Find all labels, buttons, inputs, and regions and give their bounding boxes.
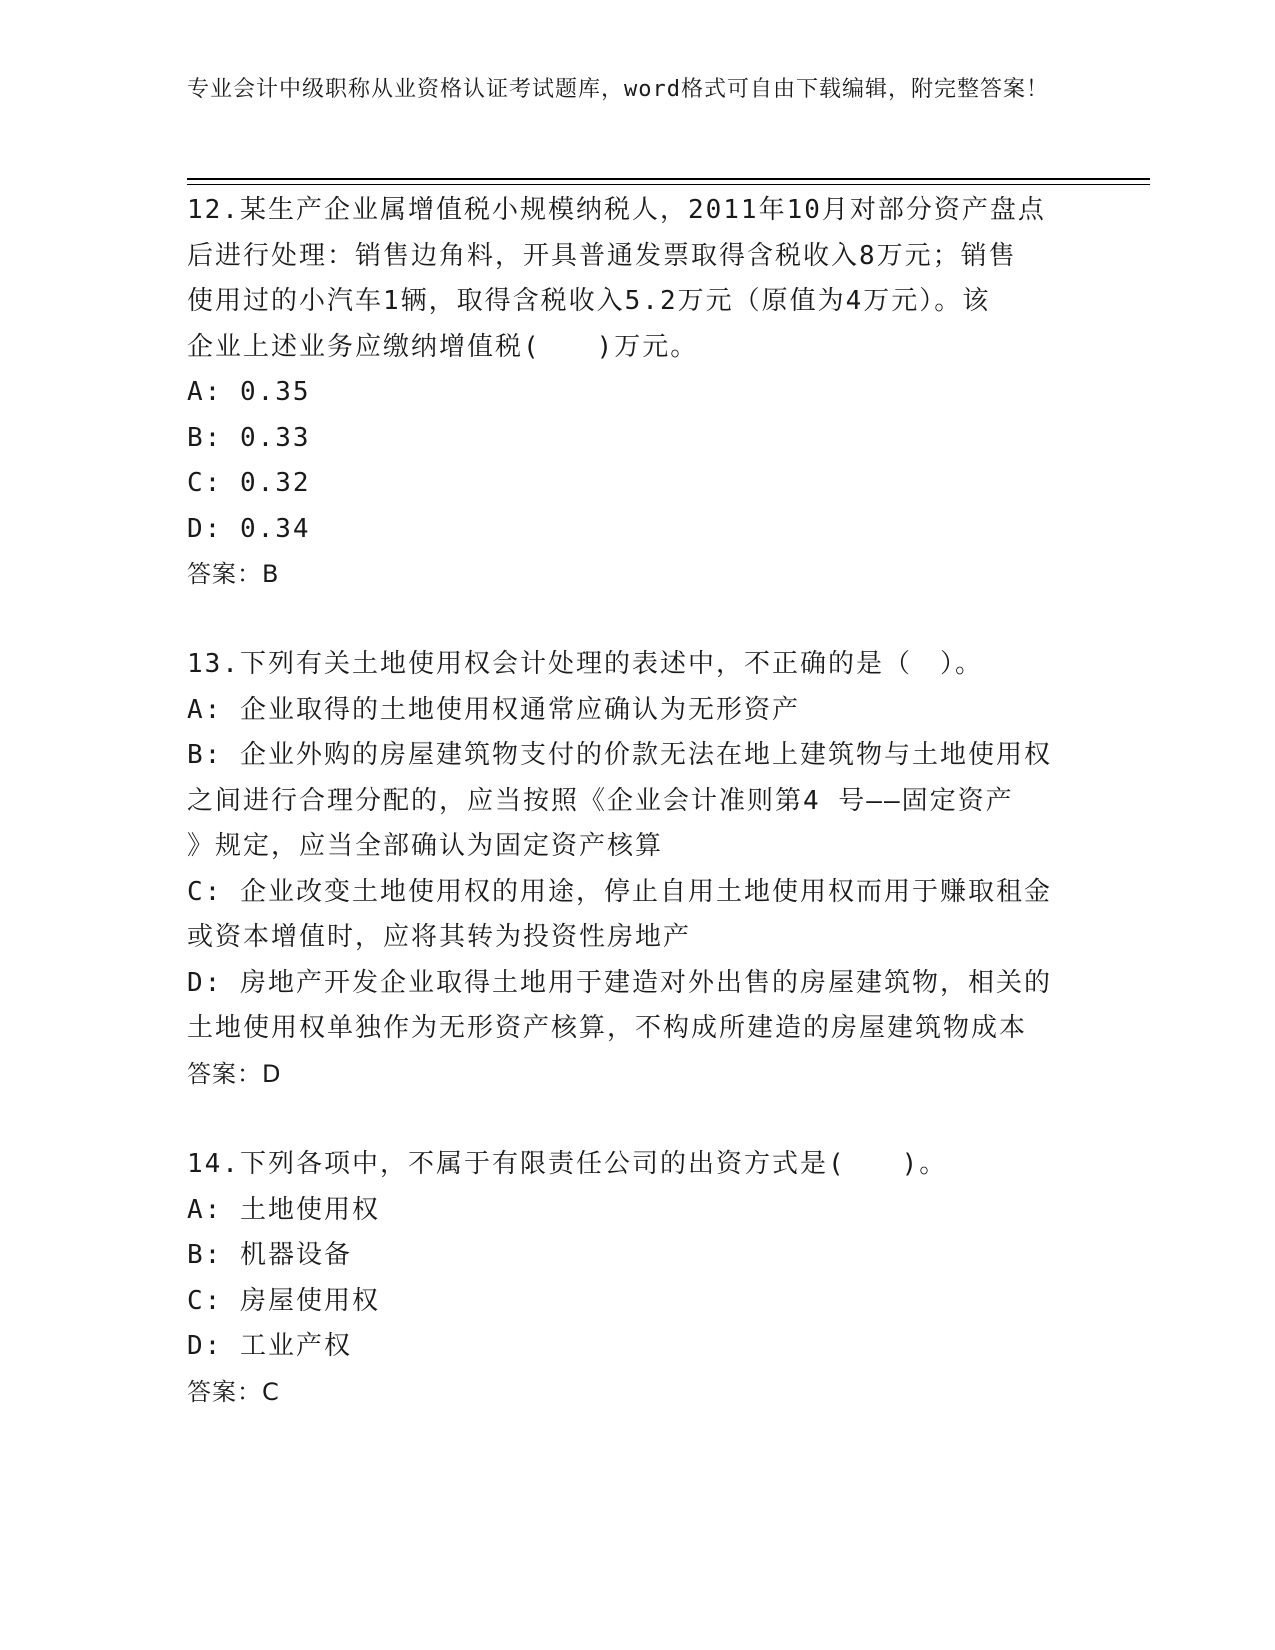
question-stem-line: 后进行处理：销售边角料，开具普通发票取得含税收入8万元；销售 bbox=[187, 240, 1017, 271]
question-stem-line: 13.下列有关土地使用权会计处理的表述中，不正确的是（ ）。 bbox=[187, 649, 983, 679]
option-d: D: 0.34 bbox=[187, 513, 311, 544]
answer-label: 答案：D bbox=[187, 1059, 282, 1088]
option-b: B: 0.33 bbox=[187, 422, 311, 453]
question-14 bbox=[187, 1142, 1067, 1415]
option-a: A: 0.35 bbox=[187, 377, 311, 407]
option-c: C: 0.32 bbox=[187, 468, 311, 498]
question-stem-line: 企业上述业务应缴纳增值税( )万元。 bbox=[187, 331, 699, 362]
option-b: B: 企业外购的房屋建筑物支付的价款无法在地上建筑物与土地使用权 bbox=[187, 740, 1052, 770]
option-b-continued: 之间进行合理分配的，应当按照《企业会计准则第4 号——固定资产 bbox=[187, 785, 1014, 816]
option-b: B: 机器设备 bbox=[187, 1240, 352, 1270]
option-a: A: 企业取得的土地使用权通常应确认为无形资产 bbox=[187, 694, 800, 725]
document-header: 专业会计中级职称从业资格认证考试题库，word格式可自由下载编辑，附完整答案！ bbox=[187, 77, 1049, 102]
question-stem-line: 12.某生产企业属增值税小规模纳税人，2011年10月对部分资产盘点 bbox=[187, 195, 1046, 225]
answer-label: 答案：C bbox=[187, 1377, 280, 1406]
option-c: C: 房屋使用权 bbox=[187, 1285, 380, 1316]
option-c: C: 企业改变土地使用权的用途，停止自用土地使用权而用于赚取租金 bbox=[187, 876, 1052, 907]
question-13 bbox=[187, 642, 1067, 1097]
option-d: D: 房地产开发企业取得土地用于建造对外出售的房屋建筑物，相关的 bbox=[187, 967, 1052, 998]
option-c-continued: 或资本增值时，应将其转为投资性房地产 bbox=[187, 922, 692, 952]
answer-label: 答案：B bbox=[187, 560, 280, 588]
question-stem-line: 使用过的小汽车1辆，取得含税收入5.2万元（原值为4万元）。该 bbox=[187, 286, 991, 316]
question-stem-line: 14.下列各项中，不属于有限责任公司的出资方式是( )。 bbox=[187, 1149, 948, 1179]
option-d: D: 工业产权 bbox=[187, 1331, 352, 1361]
header-divider-thin bbox=[187, 184, 1150, 185]
question-12 bbox=[187, 188, 1067, 598]
option-a: A: 土地使用权 bbox=[187, 1194, 380, 1225]
header-divider-thick bbox=[187, 178, 1150, 180]
option-d-continued: 土地使用权单独作为无形资产核算，不构成所建造的房屋建筑物成本 bbox=[187, 1013, 1028, 1043]
option-b-continued: 》规定，应当全部确认为固定资产核算 bbox=[187, 831, 664, 861]
